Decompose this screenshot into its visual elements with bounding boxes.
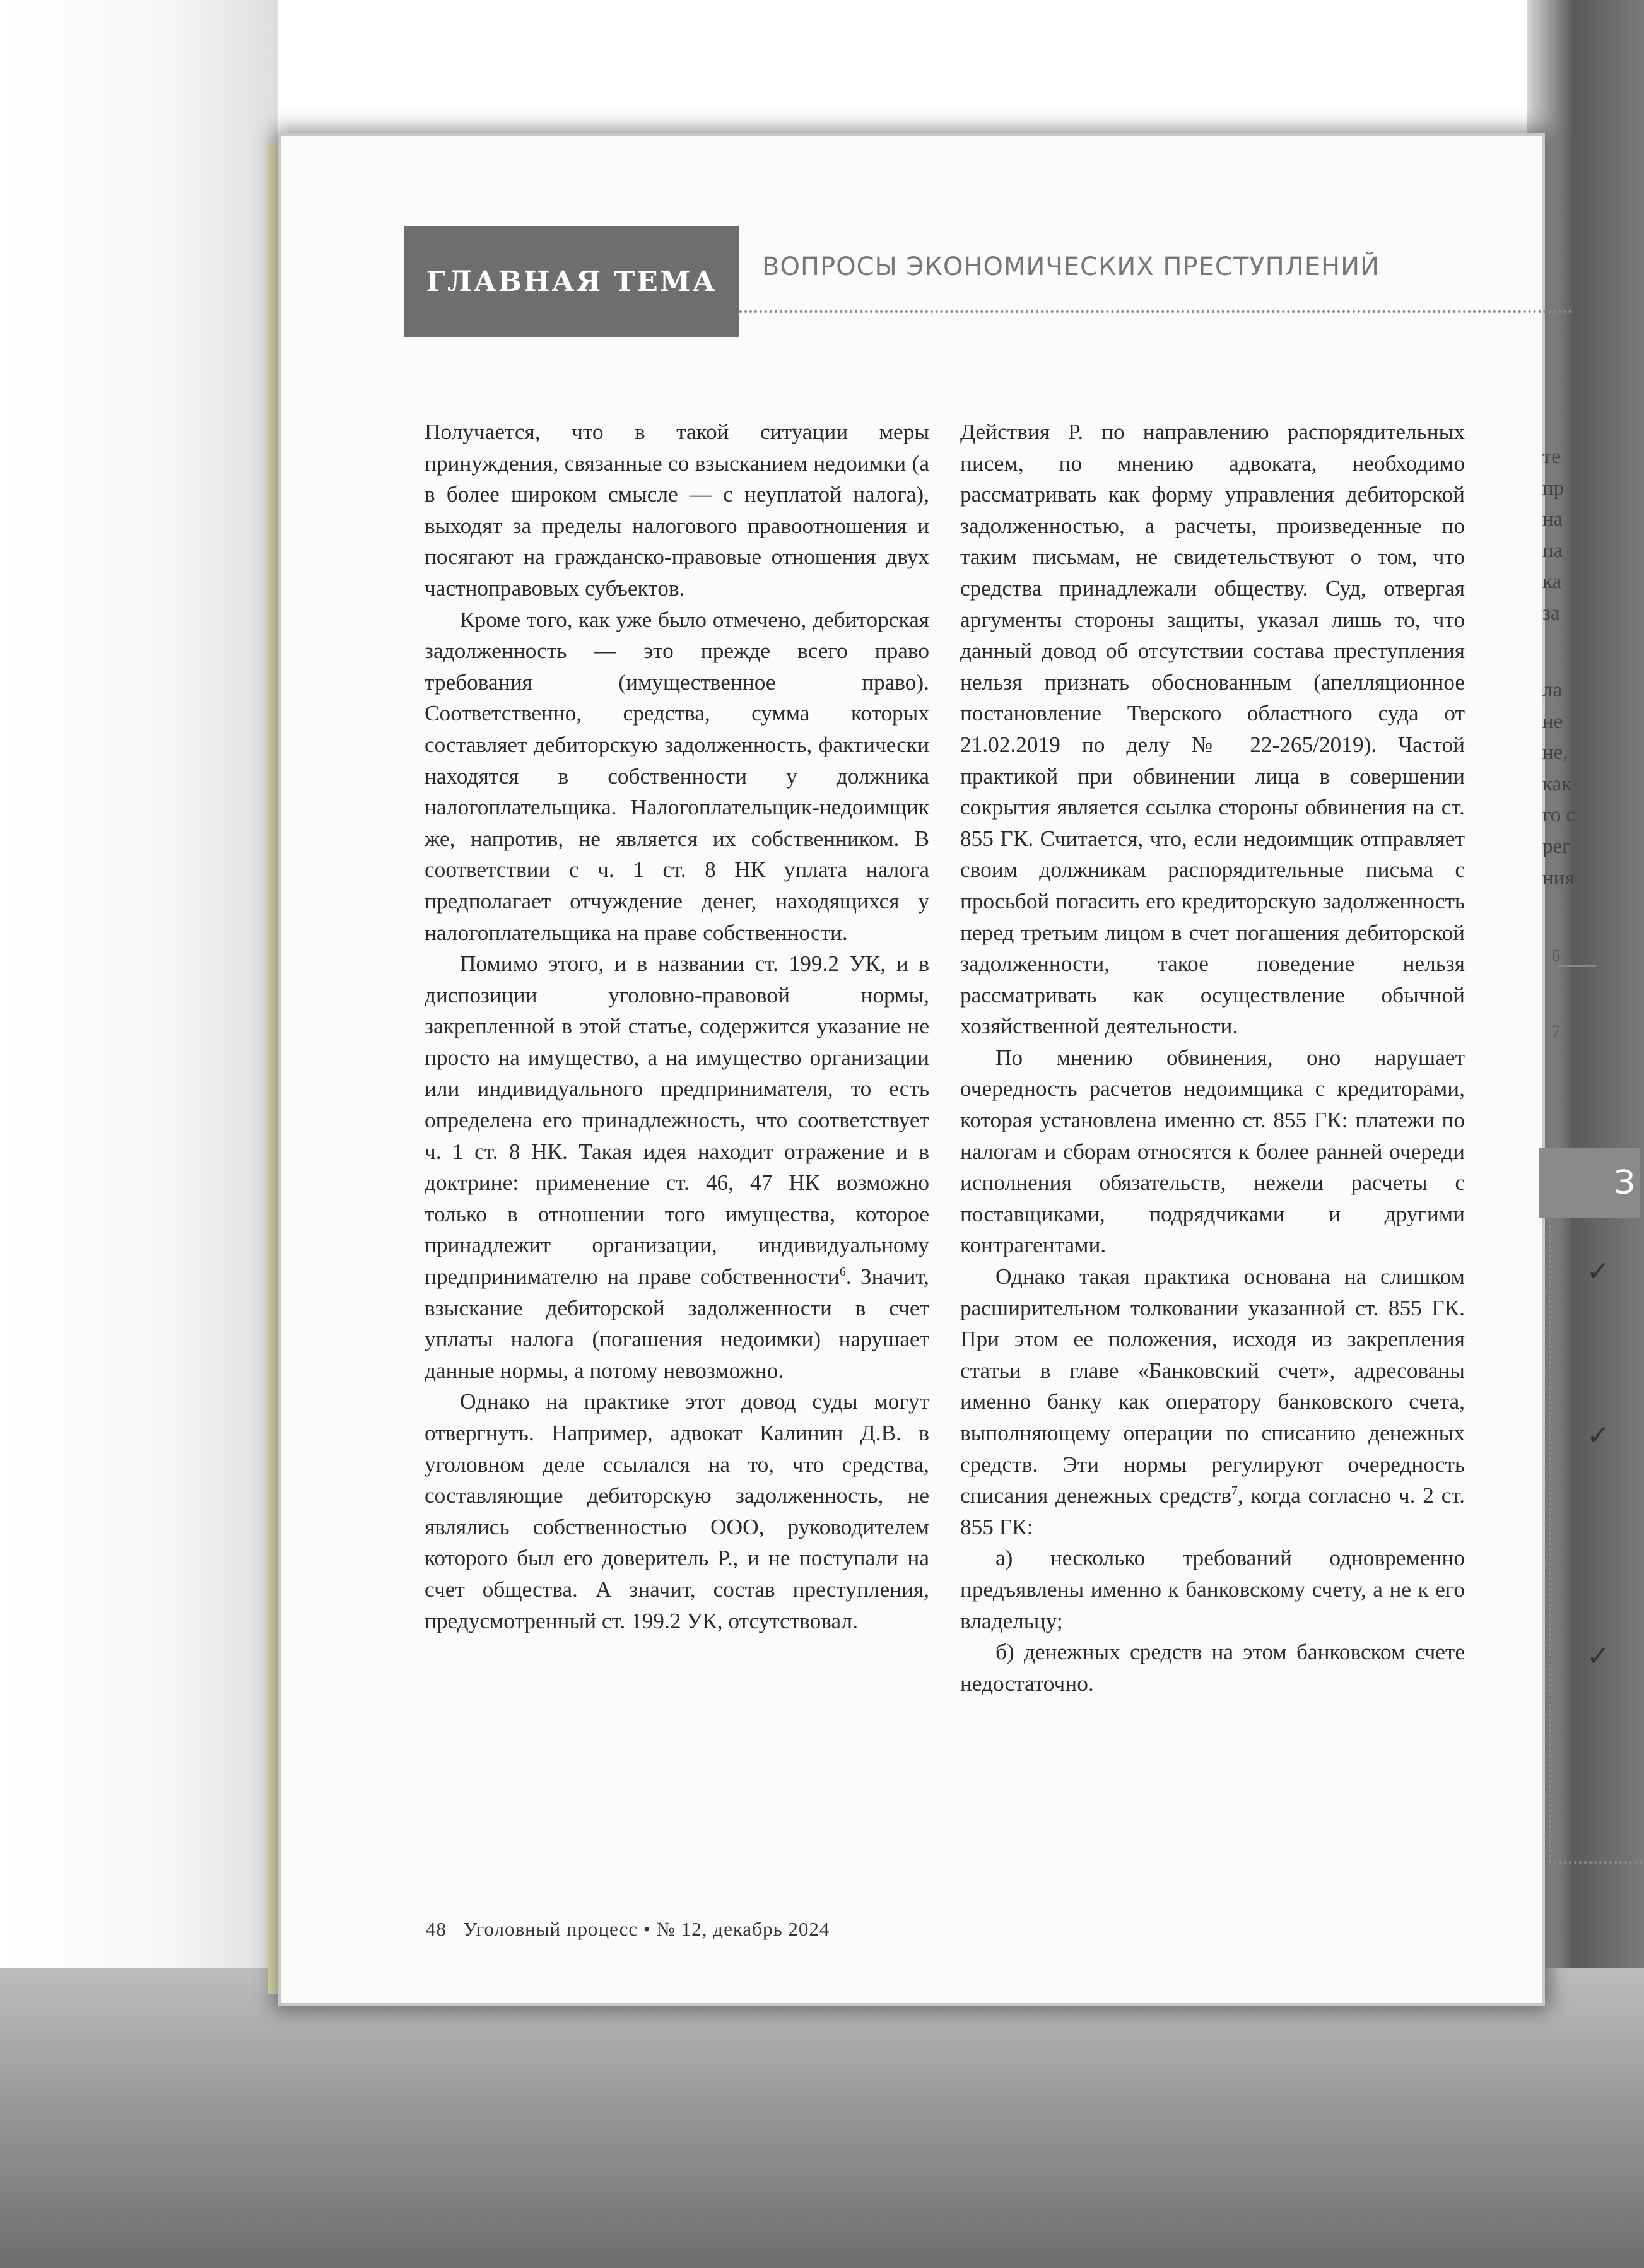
adjacent-line: па (1542, 539, 1563, 562)
bullet-separator: • (643, 1918, 657, 1940)
paragraph: Получается, что в такой ситуации меры принуждения, связанные со взысканием недоимки (а в более широком смысле — с неуплатой налога), выходят за пределы налогового правоотношения и посягают на гражданско-правовые отношения двух частноправовых субъектов. (425, 420, 929, 601)
adjacent-footnote-rule (1558, 965, 1596, 967)
section-label: ГЛАВНАЯ ТЕМА (426, 265, 717, 298)
adjacent-line: пр (1542, 476, 1565, 500)
adjacent-line: ния (1542, 866, 1575, 890)
paragraph: Кроме того, как уже было отмечено, дебиторская задолженность — это прежде всего право требования (имущественное право). Соответственно, средства, сумма которых составляет дебиторскую задолженность, фактически находятся в собственности у должника налогоплательщика. Налогоплательщик-недоимщик же, напротив, не является их собственником. В соответствии с ч. 1 ст. 8 НК уплата налога предполагает отчуждение денег, находящихся у налогоплательщика на праве собственности. (425, 607, 929, 945)
paragraph-text-tail: , когда согласно ч. 2 ст. 855 ГК: (960, 1483, 1465, 1539)
page-footer (426, 1918, 830, 1941)
scan-background-left (0, 0, 278, 2268)
footnote-ref: 6 (839, 1265, 846, 1279)
paragraph-text: Однако такая практика основана на слишком расширительном толковании указанной ст. 855 ГК. При этом ее положения, исходя из закрепления статьи в главе «Банковский счет», адресованы именно банку как оператору банковского счета, выполняющему операции по списанию денежных средств. Эти нормы регулируют очередность списания денежных средств (960, 1264, 1465, 1508)
adjacent-line: те (1542, 445, 1561, 468)
journal-issue: № 12, декабрь 2024 (656, 1918, 830, 1940)
scan-shadow-bottom (0, 1968, 1644, 2268)
paragraph: Действия Р. по направлению распорядительных писем, по мнению адвоката, необходимо рассматривать как форму управления дебиторской задолженностью, а расчеты, произведенные по таким письмам, не свидетельствуют о том, что средства принадлежали обществу. Суд, отвергая аргументы стороны защиты, указал лишь то, что данный довод об отсутствии состава преступления нельзя признать обоснованным (апелляционное постановление Тверского областного суда от 21.02.2019 по делу № 22-265/2019). Частой практикой при обвинении лица в совершении сокрытия является ссылка стороны обвинения на ст. 855 ГК. Считается, что, если недоимщик отправляет своим должникам распорядительные письма с просьбой погасить его кредиторскую задолженность перед третьим лицом в счет погашения дебиторской задолженности, такое поведение нельзя рассматривать как осуществление обычной хозяйственной деятельности. (960, 420, 1465, 1039)
left-column (425, 416, 929, 1636)
paragraph-text-tail: . Значит, взыскание дебиторской задолженности в счет уплаты налога (погашения недоимки) нарушает данные нормы, а потому невозможно. (425, 1264, 929, 1383)
list-item: а) несколько требований одновременно предъявлены именно к банковскому счету, а не к его владельцу; (960, 1546, 1465, 1633)
paragraph: По мнению обвинения, оно нарушает очередность расчетов недоимщика с кредиторами, которая установлена именно ст. 855 ГК: платежи по налогам и сборам относятся к более ранней очереди исполнения обязательств, нежели расчеты с поставщиками, подрядчиками и другими контрагентами. (960, 1045, 1465, 1258)
journal-title: Уголовный процесс (463, 1918, 638, 1940)
paragraph-text: Помимо этого, и в названии ст. 199.2 УК, и в диспозиции уголовно-правовой нормы, закрепленной в этой статье, содержится указание не просто на имущество, а на имущество организации или индивидуального предпринимателя, то есть определена его принадлежность, что соответствует ч. 1 ст. 8 НК. Такая идея находит отражение и в доктрине: применение ст. 46, 47 НК возможно только в отношении того имущества, которое принадлежит организации, индивидуальному предпринимателю на праве собственности (425, 951, 929, 1290)
adjacent-line: на (1542, 508, 1563, 531)
adjacent-line: рег (1542, 835, 1571, 858)
adjacent-line: как (1542, 772, 1572, 796)
header-dotted-rule (739, 310, 1572, 313)
paragraph (425, 948, 929, 1386)
check-icon: ✓ (1587, 1255, 1610, 1288)
adjacent-page-text-top (1542, 442, 1644, 630)
scan-shadow-right (1527, 0, 1644, 2268)
adjacent-page-text-mid (1542, 675, 1644, 894)
adjacent-line: ла (1542, 679, 1563, 702)
adjacent-line: не, (1542, 741, 1568, 765)
list-item: б) денежных средств на этом банковском счете недостаточно. (960, 1640, 1465, 1696)
adjacent-tab-letter: З (1614, 1164, 1635, 1202)
paragraph: Однако на практике этот довод суды могут отвергнуть. Например, адвокат Калинин Д.В. в уголовном деле ссылался на то, что средства, составляющие дебиторскую задолженность, не являлись собственностью ООО, руководителем которого был его доверитель Р., и не поступали на счет общества. А значит, состав преступления, предусмотренный ст. 199.2 УК, отсутствовал. (425, 1389, 929, 1633)
adjacent-tab (1539, 1148, 1640, 1218)
adjacent-line: го с (1542, 804, 1576, 827)
adjacent-line: ка (1542, 570, 1562, 594)
footnote-ref: 7 (1231, 1484, 1238, 1498)
adjacent-line: за (1542, 601, 1560, 625)
adjacent-line: не (1542, 710, 1563, 733)
check-icon: ✓ (1587, 1640, 1610, 1672)
section-subtitle: ВОПРОСЫ ЭКОНОМИЧЕСКИХ ПРЕСТУПЛЕНИЙ (762, 252, 1380, 281)
adjacent-footnote: 6 (1552, 946, 1560, 965)
right-column (960, 416, 1465, 1699)
page-number: 48 (426, 1918, 447, 1940)
adjacent-footnote: 7 (1552, 1022, 1560, 1040)
paragraph (960, 1261, 1465, 1542)
section-label-block (404, 226, 739, 337)
check-icon: ✓ (1587, 1419, 1610, 1452)
